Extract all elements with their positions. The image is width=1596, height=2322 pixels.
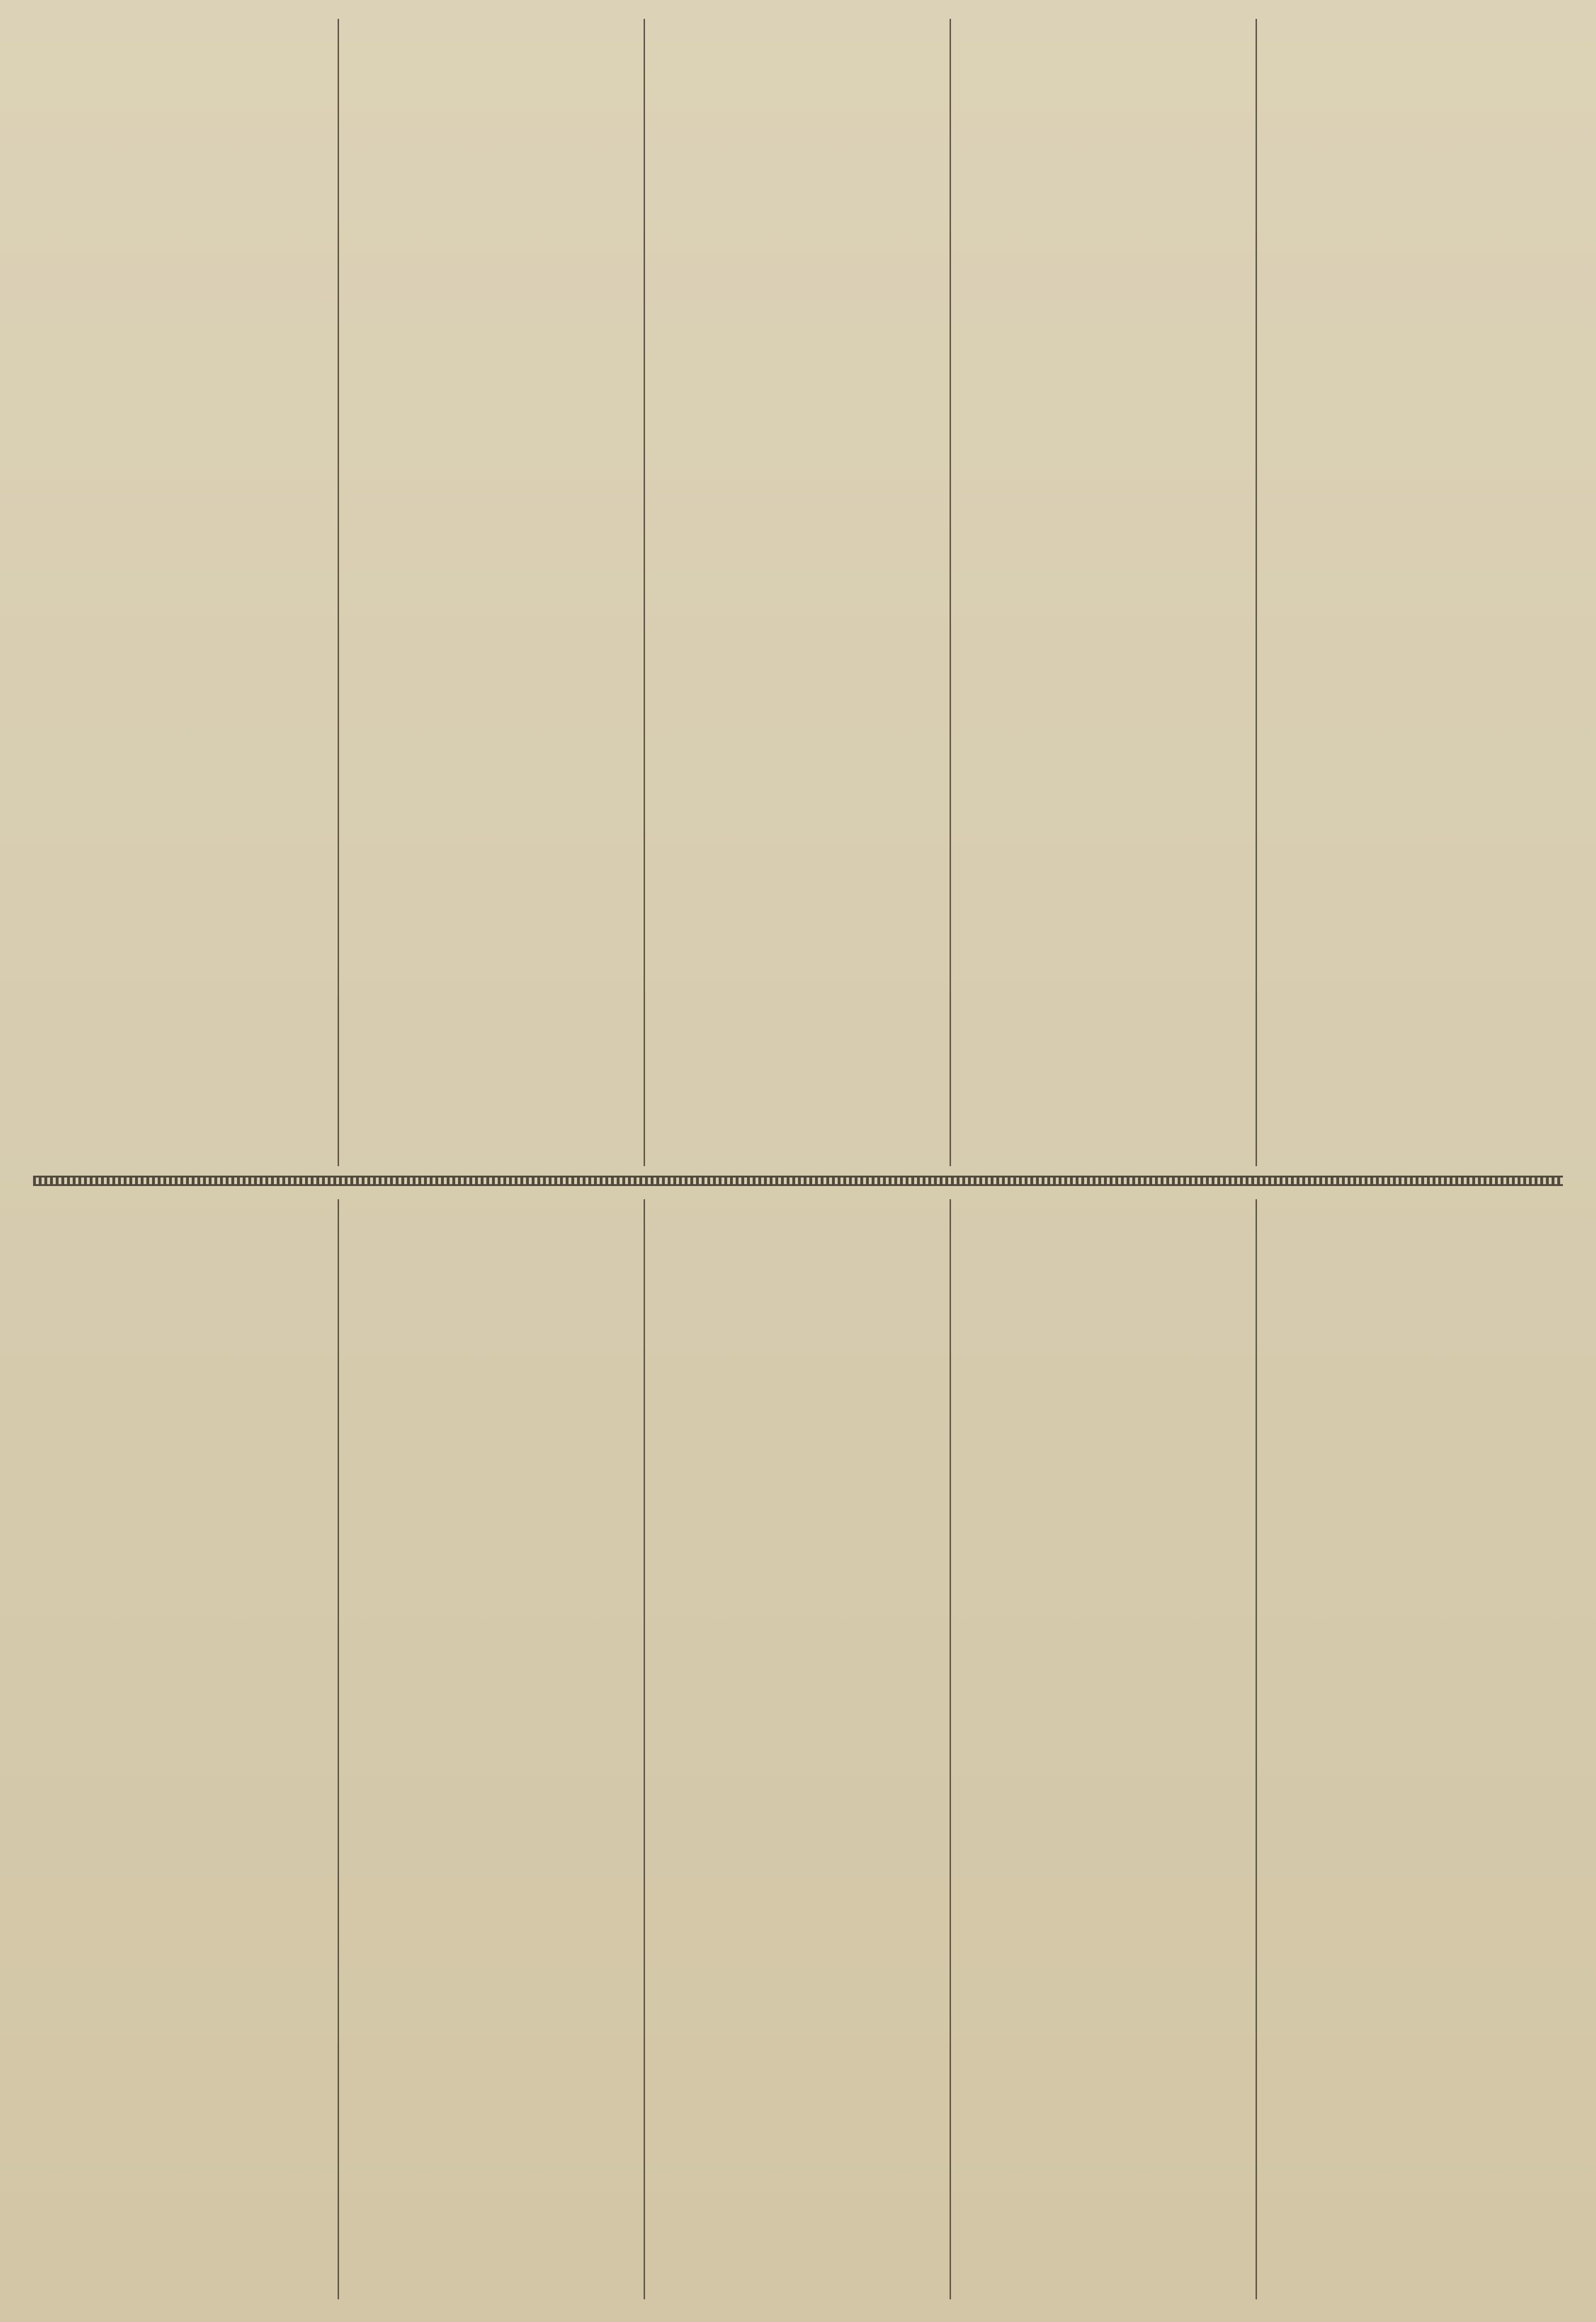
feuilleton-section [33,1199,1563,2299]
feuilleton-column [645,1199,951,2299]
news-column [951,19,1257,1166]
feuilleton-column [33,1199,339,2299]
news-column [33,19,339,1166]
news-column [339,19,645,1166]
feuilleton-column [951,1199,1257,2299]
news-section [33,19,1563,1166]
feuilleton-divider [33,1176,1563,1186]
feuilleton-column [339,1199,645,2299]
news-column [645,19,951,1166]
